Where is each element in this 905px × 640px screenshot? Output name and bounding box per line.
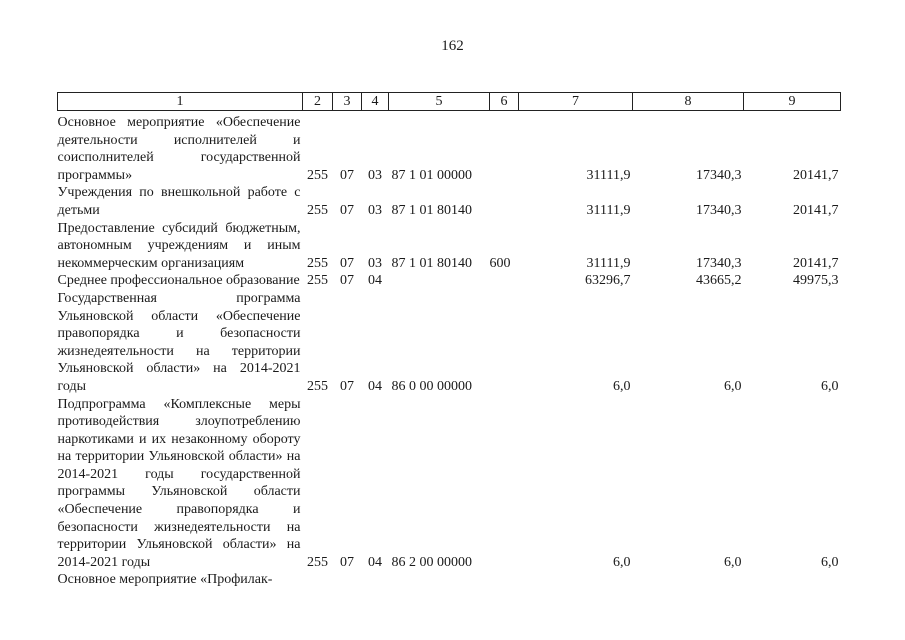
row-value-1: 31111,9 [586, 202, 631, 218]
row-csr: 87 1 01 80140 [391, 255, 472, 271]
header-col-1: 1 [58, 93, 303, 111]
row-value-3 [744, 571, 841, 589]
row-grbs: 255 [307, 273, 328, 289]
row-csr: 86 2 00 00000 [391, 554, 472, 570]
header-col-4: 4 [362, 93, 389, 111]
row-name: Среднее профессиональное образование [57, 273, 300, 289]
row-name: Предоставление субсидий бюджетным, автономным учреждениям и иным некоммерческим организациям [57, 220, 301, 271]
row-rz: 07 [340, 273, 354, 289]
table-row [58, 571, 841, 589]
table-row [58, 396, 841, 572]
row-name: Основное мероприятие «Профилак- [57, 572, 273, 588]
row-rz: 07 [340, 378, 354, 394]
row-csr [389, 571, 490, 589]
table-row [58, 290, 841, 396]
row-value-1: 63296,7 [585, 273, 631, 289]
row-rz: 07 [340, 554, 354, 570]
row-value-3: 20141,7 [793, 167, 839, 183]
table-header [58, 93, 841, 111]
table-row [58, 220, 841, 273]
row-value-2: 6,0 [724, 554, 742, 570]
row-value-2: 43665,2 [696, 273, 742, 289]
row-pr: 04 [368, 273, 382, 289]
table-row [58, 272, 841, 290]
header-col-5: 5 [389, 93, 490, 111]
row-vr [490, 272, 519, 290]
row-rz: 07 [340, 202, 354, 218]
row-pr: 04 [368, 378, 382, 394]
row-value-3: 6,0 [821, 378, 839, 394]
row-vr: 600 [489, 255, 511, 271]
row-csr [389, 272, 490, 290]
table-row [58, 111, 841, 185]
header-col-2: 2 [303, 93, 333, 111]
row-pr: 03 [368, 202, 382, 218]
row-vr [490, 184, 519, 219]
row-value-2: 17340,3 [696, 167, 742, 183]
budget-table [57, 92, 841, 589]
header-col-3: 3 [333, 93, 362, 111]
row-name: Основное мероприятие «Обеспечение деятельности исполнителей и соисполнителей государственной программы» [57, 115, 301, 183]
row-rz: 07 [340, 167, 354, 183]
row-rz [333, 571, 362, 589]
row-value-2 [633, 571, 744, 589]
row-value-1: 31111,9 [586, 255, 631, 271]
row-grbs: 255 [307, 554, 328, 570]
row-vr [490, 571, 519, 589]
row-rz: 07 [340, 255, 354, 271]
row-grbs: 255 [307, 255, 328, 271]
row-pr: 03 [368, 255, 382, 271]
row-pr [362, 571, 389, 589]
row-value-3: 20141,7 [793, 202, 839, 218]
row-value-3: 20141,7 [793, 255, 839, 271]
header-col-6: 6 [490, 93, 519, 111]
row-name: Учреждения по внешкольной работе с детьми [57, 185, 301, 218]
row-csr: 86 0 00 00000 [391, 378, 472, 394]
header-row [58, 93, 841, 111]
page-number: 162 [441, 38, 464, 54]
row-csr: 87 1 01 80140 [391, 202, 472, 218]
header-col-8: 8 [633, 93, 744, 111]
row-value-2: 6,0 [724, 378, 742, 394]
row-pr: 03 [368, 167, 382, 183]
row-value-2: 17340,3 [696, 255, 742, 271]
row-value-1: 6,0 [613, 554, 631, 570]
row-name: Подпрограмма «Комплексные меры противодействия злоупотреблению наркотиками и их незаконному обороту на территории Ульяновской области» на 2014-2021 годы государственной программы Ульяновской области «Обеспечение правопорядка и безопасности жизнедеятельности на территории Ульяновской области» на 2014-2021 годы [57, 396, 301, 570]
row-value-2: 17340,3 [696, 202, 742, 218]
header-col-7: 7 [519, 93, 633, 111]
table-row [58, 184, 841, 219]
row-vr [490, 111, 519, 185]
row-vr [490, 290, 519, 396]
row-grbs: 255 [307, 167, 328, 183]
row-value-1: 31111,9 [586, 167, 631, 183]
row-pr: 04 [368, 554, 382, 570]
row-grbs: 255 [307, 202, 328, 218]
row-value-1 [519, 571, 633, 589]
row-name: Государственная программа Ульяновской области «Обеспечение правопорядка и безопасности жизнедеятельности на территории Ульяновской области» на 2014-2021 годы [57, 290, 301, 394]
row-value-3: 6,0 [821, 554, 839, 570]
row-grbs: 255 [307, 378, 328, 394]
row-value-3: 49975,3 [793, 273, 839, 289]
header-col-9: 9 [744, 93, 841, 111]
table-body [58, 111, 841, 590]
row-grbs [303, 571, 333, 589]
row-vr [490, 396, 519, 572]
row-csr: 87 1 01 00000 [391, 167, 472, 183]
row-value-1: 6,0 [613, 378, 631, 394]
